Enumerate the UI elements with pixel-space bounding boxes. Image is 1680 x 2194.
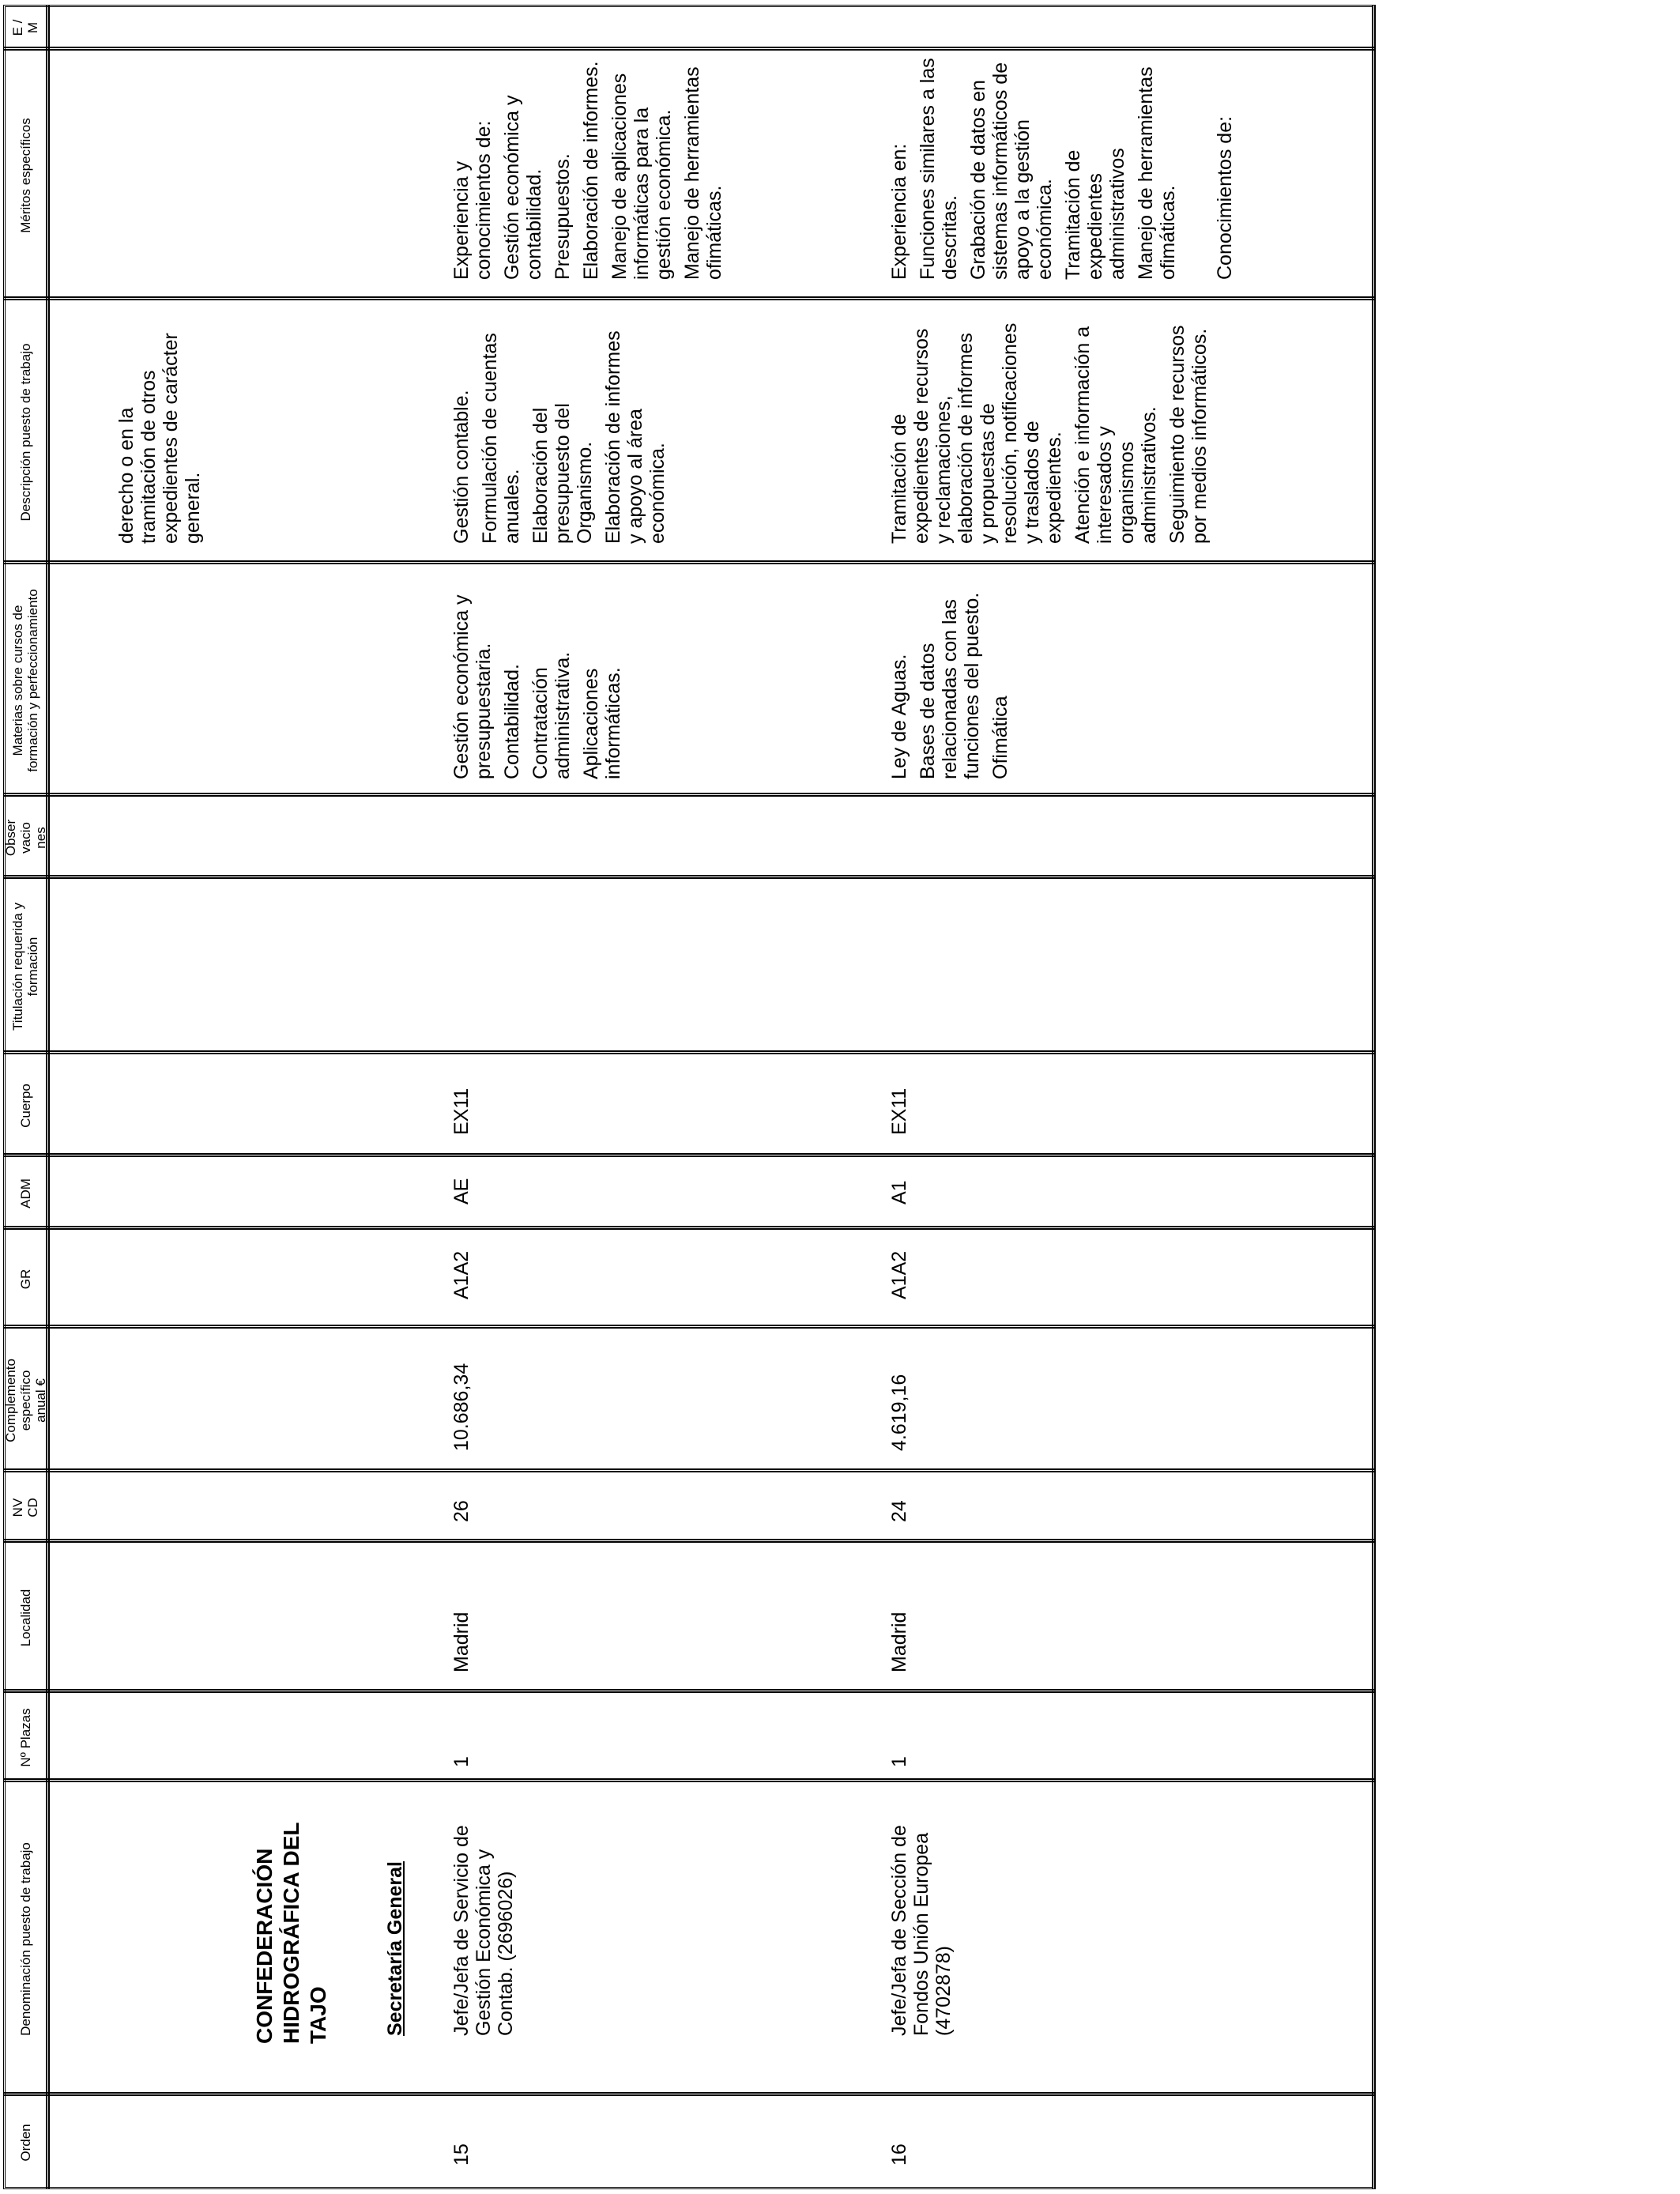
row-nv-cd: 26 [450, 1500, 473, 1522]
merito-item: Experiencia y conocimientos de: [450, 120, 495, 280]
row-gr: A1A2 [888, 1250, 910, 1299]
descripcion-item: Tramitación de expedientes de recursos y reclamaciones, elaboración de informes y propuestas de resolución, notificaciones y traslados de expedientes. [888, 322, 1065, 544]
row-orden: 16 [888, 2143, 910, 2166]
header-adm: ADM [17, 1178, 33, 1208]
header-observaciones: Obser vacio nes [2, 819, 48, 857]
page-bottom-divider [1372, 5, 1376, 2189]
row-denominacion: Jefe/Jefa de Servicio de Gestión Económica y Contab. (2696026) [450, 1825, 517, 2036]
merito-item: Manejo de aplicaciones informáticas para la gestión económica. [608, 73, 675, 280]
row-plazas: 1 [888, 1756, 910, 1767]
merito-item: Manejo de herramientas ofimáticas. [681, 66, 725, 280]
row-meritos [888, 54, 1242, 280]
header-titulacion: Titulación requerida y formación [10, 903, 40, 1031]
header-gr: GR [17, 1269, 33, 1290]
materia-item: Bases de datos relacionadas con las funciones del puesto. [917, 592, 983, 779]
col-sep-5 [3, 1468, 1375, 1472]
col-sep-14 [3, 47, 1375, 51]
merito-item: Tramitación de expedientes administrativos [1062, 148, 1128, 280]
col-sep-9 [3, 1050, 1375, 1054]
header-nv-cd: NV CD [10, 1498, 40, 1517]
merito-item: Conocimientos de: [1214, 115, 1236, 280]
col-sep-2 [3, 1778, 1375, 1782]
header-divider [46, 5, 50, 2189]
header-em: E / M [10, 19, 40, 36]
header-descripcion: Descripción puesto de trabajo [17, 343, 33, 522]
merito-item: Manejo de herramientas ofimáticas. [1135, 66, 1179, 280]
row-plazas: 1 [450, 1756, 473, 1767]
row-cuerpo: EX11 [888, 1088, 910, 1135]
descripcion-item: Elaboración de informes y apoyo al área económica. [602, 330, 669, 544]
row-gr: A1A2 [450, 1250, 473, 1299]
row-meritos [450, 54, 732, 280]
header-complemento: Complemento específico anual € [2, 1359, 48, 1442]
col-sep-12 [3, 560, 1375, 564]
descripcion-item: Formulación de cuentas anuales. [479, 333, 523, 544]
header-plazas: Nº Plazas [17, 1708, 33, 1767]
materia-item: Gestión económica y presupuestaria. [450, 594, 495, 779]
col-sep-6 [3, 1325, 1375, 1329]
materia-item: Ley de Aguas. [888, 654, 910, 779]
col-sep-3 [3, 1689, 1375, 1693]
header-orden: Orden [17, 2124, 33, 2162]
materia-item: Ofimática [989, 696, 1011, 779]
organization-unit: Secretaría General [384, 1861, 406, 2036]
header-cuerpo: Cuerpo [17, 1084, 33, 1128]
organization-name: CONFEDERACIÓN HIDROGRÁFICA DEL TAJO [252, 1823, 330, 2044]
row-complemento: 4.619,16 [888, 1374, 910, 1451]
merito-item: Gestión económica y contabilidad. [501, 95, 545, 280]
row-nv-cd: 24 [888, 1500, 910, 1522]
row-materias [450, 574, 631, 779]
row-localidad: Madrid [888, 1612, 910, 1672]
descripcion-item: Elaboración del presupuesto del Organismo. [529, 403, 596, 544]
descripcion-item: Seguimiento de recursos por medios informáticos. [1166, 325, 1211, 544]
materia-item: Contabilidad. [501, 664, 523, 779]
row-descripcion [450, 322, 675, 544]
header-meritos: Méritos específicos [17, 118, 33, 233]
descripcion-item: Atención e información a interesados y organismos administrativos. [1072, 326, 1160, 544]
col-sep-10 [3, 875, 1375, 879]
col-sep-11 [3, 793, 1375, 797]
merito-item: Presupuestos. [552, 153, 574, 280]
row-materias [888, 574, 1018, 779]
merito-item: Grabación de datos en sistemas informáticos de apoyo a la gestión económica. [967, 62, 1056, 280]
col-sep-7 [3, 1226, 1375, 1230]
descripcion-item: Gestión contable. [450, 390, 473, 544]
materia-item: Contratación administrativa. [529, 651, 574, 779]
header-materias: Materias sobre cursos de formación y perfeccionamiento [10, 589, 40, 772]
merito-item [1185, 54, 1207, 280]
row-localidad: Madrid [450, 1612, 473, 1672]
row-complemento: 10.686,34 [450, 1363, 473, 1451]
merito-item: Experiencia en: [888, 143, 910, 280]
col-sep-1 [3, 2092, 1375, 2096]
continuation-descripcion: derecho o en la tramitación de otros expedientes de carácter general. [115, 333, 204, 544]
row-descripcion [888, 322, 1217, 544]
row-cuerpo: EX11 [450, 1088, 473, 1135]
merito-item: Elaboración de informes. [580, 61, 602, 280]
merito-item: Funciones similares a las descritas. [917, 58, 961, 280]
row-orden: 15 [450, 2143, 473, 2166]
row-denominacion: Jefe/Jefa de Sección de Fondos Unión Europea (4702878) [888, 1825, 955, 2036]
col-sep-8 [3, 1153, 1375, 1157]
row-adm: A1 [888, 1180, 910, 1204]
row-adm: AE [450, 1178, 473, 1204]
col-sep-4 [3, 1539, 1375, 1543]
col-sep-13 [3, 296, 1375, 300]
header-localidad: Localidad [17, 1589, 33, 1647]
header-denominacion: Denominación puesto de trabajo [17, 1842, 33, 2036]
materia-item: Aplicaciones informáticas. [580, 667, 624, 779]
